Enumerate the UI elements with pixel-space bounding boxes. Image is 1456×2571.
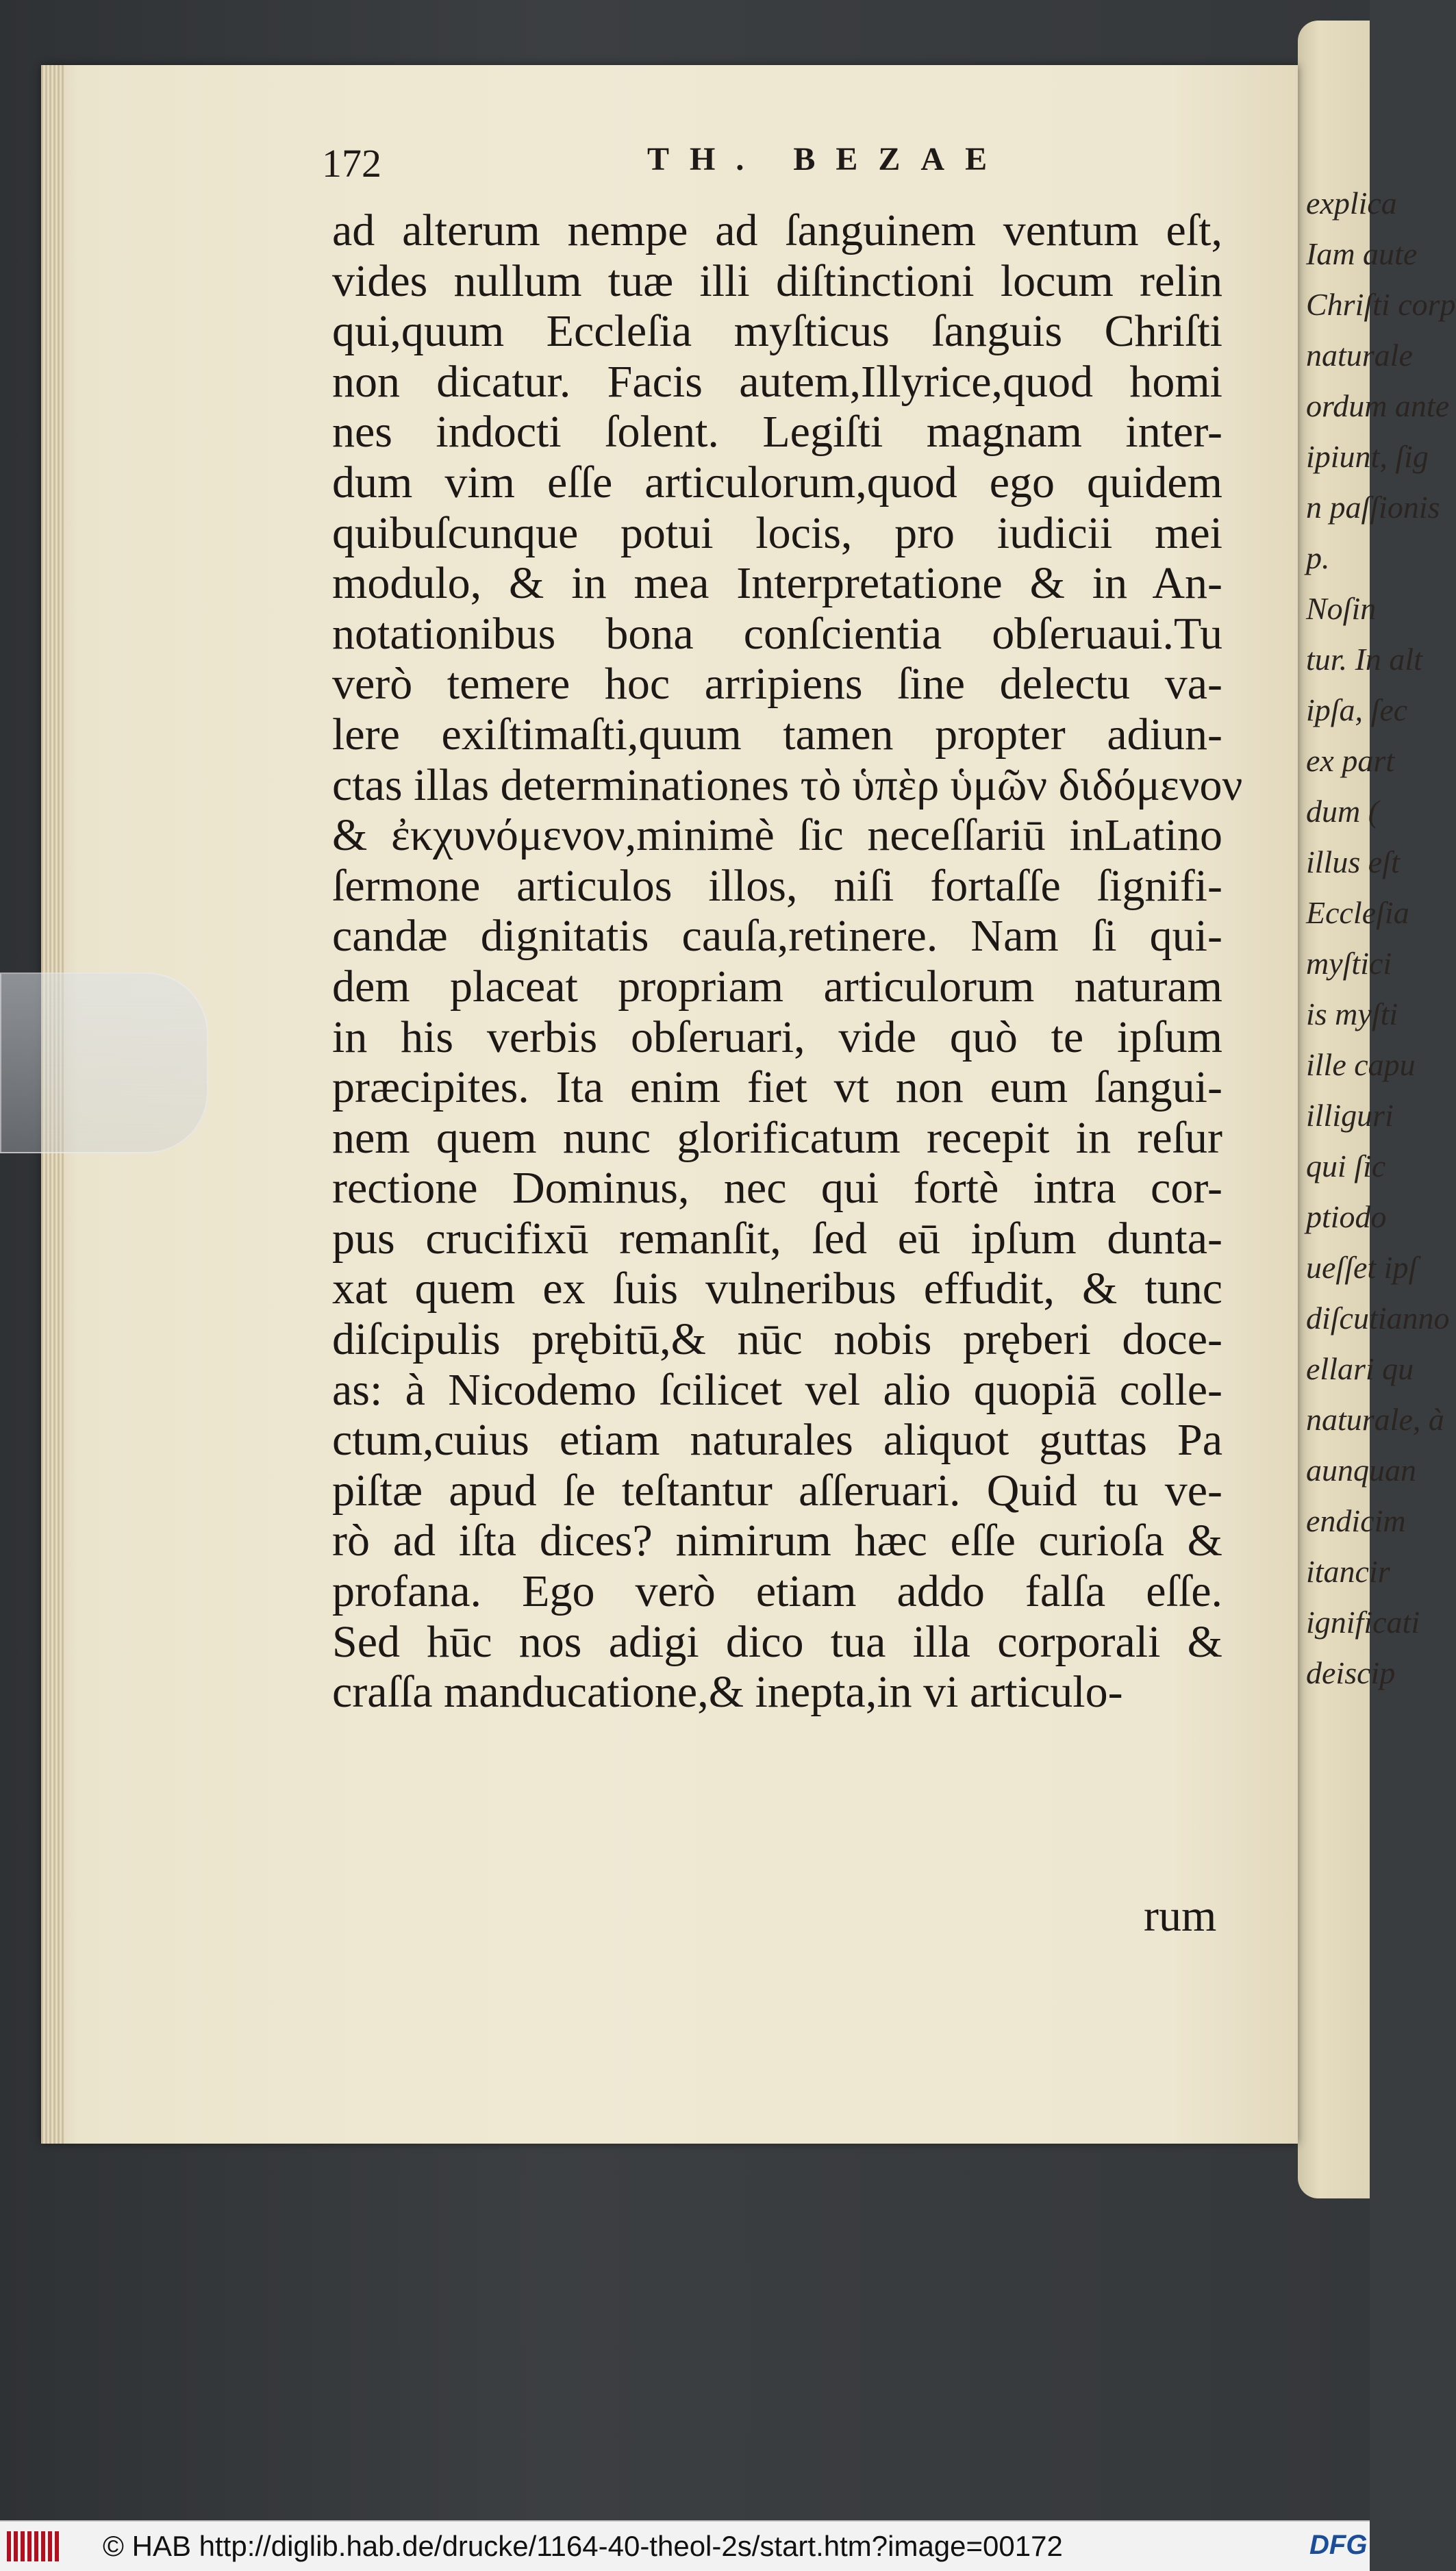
facing-page-fragment: Iam aute [1306, 236, 1418, 271]
facing-page-fragment: naturale [1306, 338, 1413, 373]
text-line: quibuſcunque potui locis, pro iudicii mei [332, 507, 1222, 558]
facing-page-fragment: dum ( [1306, 794, 1379, 829]
text-line: rectione Dominus, nec qui fortè intra cor- [332, 1163, 1222, 1214]
text-line: in his verbis obſeruari, vide quò te ipſum [332, 1012, 1222, 1062]
copyright-link[interactable]: © HAB http://diglib.hab.de/drucke/1164-40-theol-2s/start.htm?image=00172 [103, 2530, 1063, 2562]
text-line: candæ dignitatis cauſa,retinere. Nam ſi qui- [332, 911, 1222, 962]
text-line: & ἐκχυνόμενον,minimè ſic neceſſariū inLatino [332, 810, 1222, 861]
text-line: ctas illas determinationes τὸ ὑπὲρ ὑμῶν διδόμενον [332, 760, 1243, 810]
text-line: qui,quum Eccleſia myſticus ſanguis Chriſti [332, 306, 1222, 357]
text-line: pus crucifixū remanſit, ſed eū ipſum dunta- [332, 1213, 1222, 1264]
text-line: nem quem nunc glorificatum recepit in reſur [332, 1112, 1222, 1163]
text-line: rò ad iſta dices? nimirum hæc eſſe curioſa & [332, 1516, 1222, 1566]
text-line: as: à Nicodemo ſcilicet vel alio quopiā colle- [332, 1364, 1222, 1415]
facing-page-fragment: explica [1306, 186, 1397, 221]
facing-page-fragment: n paſſionis [1306, 490, 1440, 525]
facing-page-fragment: Eccleſia [1306, 895, 1409, 930]
text-line: ſermone articulos illos, niſi fortaſſe ſignifi- [332, 860, 1222, 911]
text-line: diſcipulis prębitū,& nūc nobis pręberi doce- [332, 1314, 1222, 1365]
facing-page-fragment: endicim [1306, 1503, 1406, 1538]
facing-page-fragment: tur. In alt [1306, 642, 1422, 677]
facing-page-fragment: naturale, à [1306, 1402, 1444, 1437]
facing-page-fragment: ordum ante [1306, 388, 1450, 423]
text-line: dem placeat propriam articulorum naturam [332, 961, 1222, 1012]
running-head: TH. BEZAE [647, 141, 1008, 177]
text-line: modulo, & in mea Interpretatione & in An- [332, 558, 1222, 609]
dfg-logo[interactable]: DFG [1309, 2530, 1368, 2560]
text-line: profana. Ego verò etiam addo falſa eſſe. [332, 1566, 1222, 1617]
text-line: vides nullum tuæ illi diſtinctioni locum relin [332, 255, 1222, 306]
text-line: piſtæ apud ſe teſtantur aſſeruari. Quid tu ve- [332, 1465, 1222, 1516]
catchword: rum [1144, 1891, 1217, 1941]
text-line: dum vim eſſe articulorum,quod ego quidem [332, 457, 1222, 507]
facing-page-fragment: is myſti [1306, 996, 1398, 1031]
facing-page-fragment: myſtici [1306, 946, 1392, 981]
body-text [332, 205, 1243, 1718]
text-line: notationibus bona conſcientia obſeruaui.Tu [332, 608, 1222, 659]
text-line: nes indocti ſolent. Legiſti magnam inter- [332, 407, 1222, 457]
facing-page-fragment: diſcutianno [1306, 1301, 1450, 1335]
text-line: ad alterum nempe ad ſanguinem ventum eſt, [332, 205, 1222, 255]
facing-page-fragment: ellari qu [1306, 1351, 1414, 1386]
text-line: ctum,cuius etiam naturales aliquot guttas Pa [332, 1415, 1222, 1466]
facing-page-fragment: ipiunt, ſig [1306, 439, 1429, 474]
page-holder-clip [0, 973, 208, 1153]
text-line: non dicatur. Facis autem,Illyrice,quod homi [332, 356, 1222, 407]
text-line: præcipites. Ita enim fiet vt non eum ſangui- [332, 1062, 1222, 1113]
facing-page-fragment: p. [1306, 540, 1330, 575]
facing-page-fragment: deiscip [1306, 1655, 1396, 1690]
facing-page-fragment: Noſin [1306, 591, 1377, 626]
facing-page-edge [1298, 21, 1456, 2198]
facing-page-fragment: illiguri [1306, 1098, 1394, 1133]
page-header [322, 140, 1212, 195]
page-number: 172 [322, 141, 381, 186]
hab-logo-icon[interactable] [7, 2531, 62, 2561]
facing-page-fragment: ptiodo [1306, 1199, 1387, 1234]
text-line: verò temere hoc arripiens ſine delectu va- [332, 659, 1222, 710]
viewer-footer [0, 2520, 1370, 2571]
facing-page-fragment: ex part [1306, 743, 1395, 778]
text-line: Sed hūc nos adigi dico tua illa corporali & [332, 1616, 1222, 1667]
text-line: craſſa manducatione,& inepta,in vi articulo- [332, 1667, 1123, 1718]
facing-page-fragment: qui ſic [1306, 1149, 1386, 1183]
facing-page-fragment: itancir [1306, 1554, 1390, 1589]
text-line: lere exiſtimaſti,quum tamen propter adiun- [332, 709, 1222, 760]
facing-page-fragment: ueſſet ipſ [1306, 1250, 1418, 1285]
facing-page-fragment: Chriſti corp [1306, 287, 1456, 322]
facing-page-fragment: ipſa, ſec [1306, 692, 1408, 727]
text-line: xat quem ex ſuis vulneribus effudit, & tunc [332, 1264, 1222, 1314]
facing-page-fragment: aunquan [1306, 1453, 1416, 1488]
facing-page-fragment: ignificati [1306, 1605, 1420, 1640]
facing-page-fragment: ille capu [1306, 1047, 1416, 1082]
facing-page-fragment: illus eſt [1306, 844, 1400, 879]
